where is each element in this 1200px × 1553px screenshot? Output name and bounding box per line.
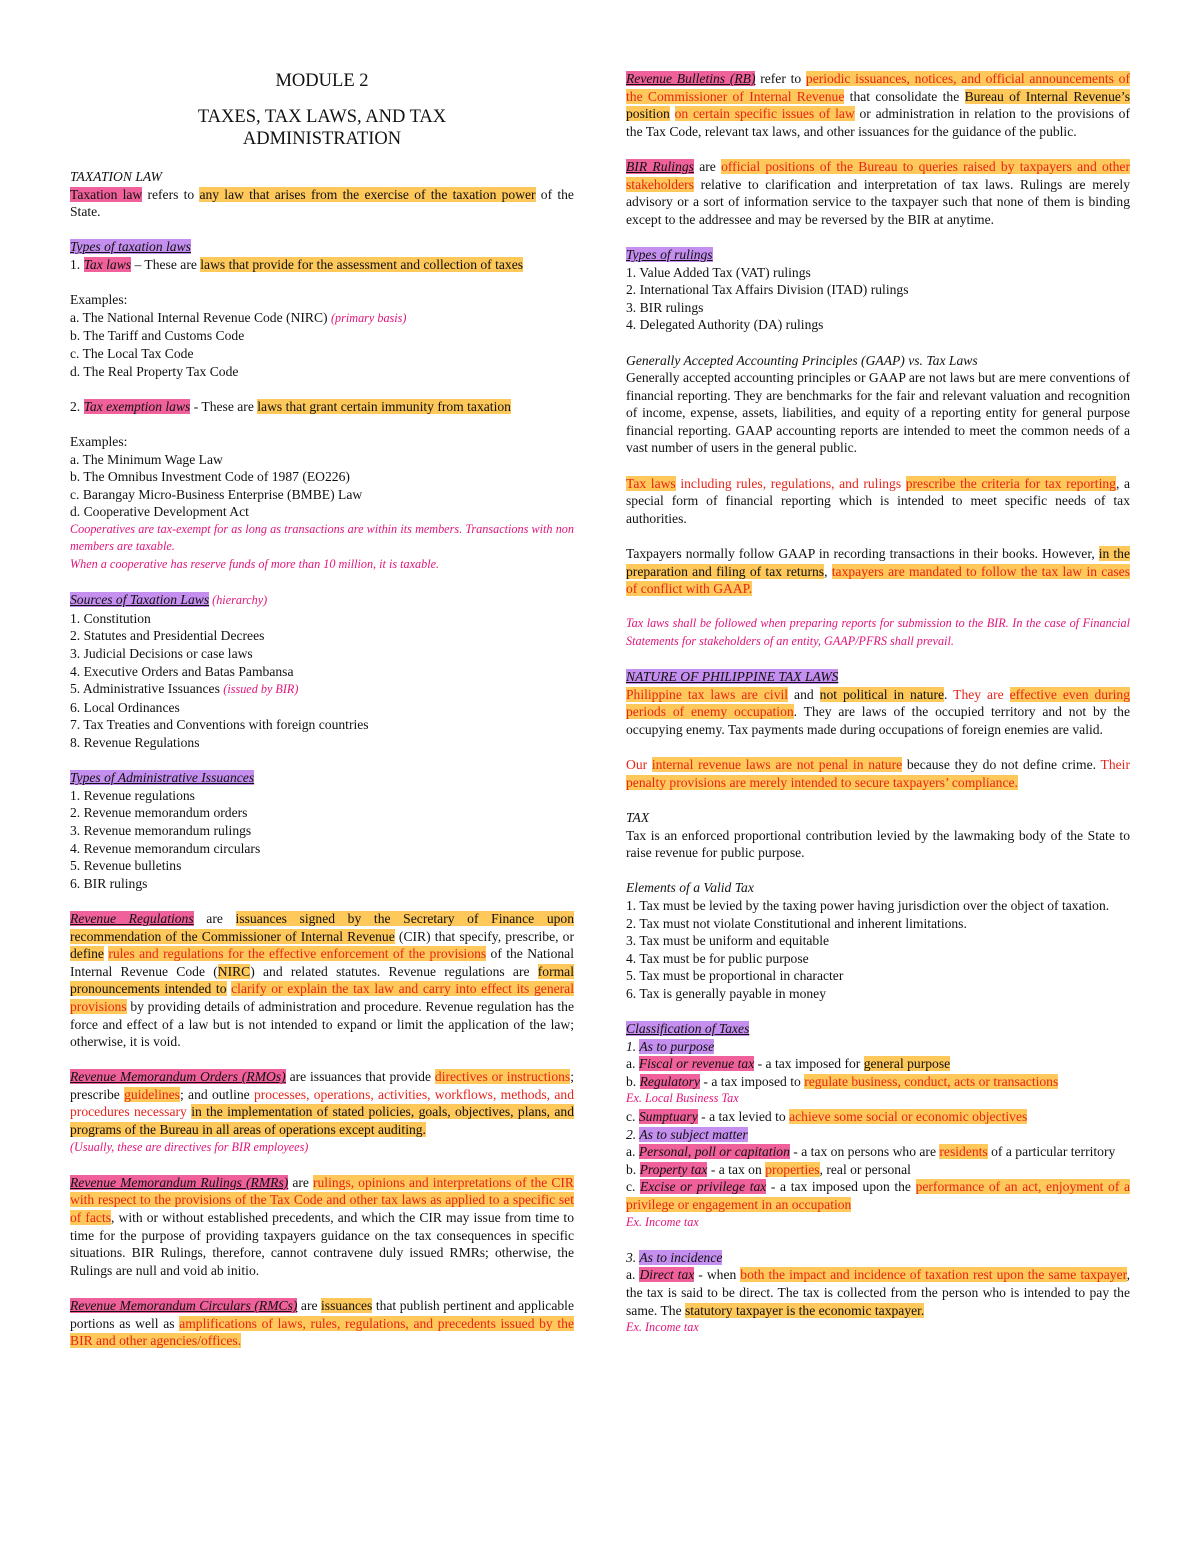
classification-note: Ex. Income tax — [626, 1214, 699, 1229]
sources-heading — [70, 591, 574, 610]
text: ; and outline — [179, 1086, 254, 1102]
text: . They are laws of the occupied territory and not by the occupying enemy. Tax payments made during occupations of foreign enemies are valid. — [626, 704, 1130, 737]
highlight: general purpose — [863, 1056, 951, 1072]
text: ) and related statutes. Revenue regulations are — [250, 963, 538, 979]
types-heading — [70, 238, 574, 256]
issuance-item: 2. Revenue memorandum orders — [70, 805, 248, 821]
ruling-item: 3. BIR rulings — [626, 299, 704, 315]
issuance-item: 4. Revenue memorandum circulars — [70, 840, 261, 856]
classification-item — [626, 1143, 1130, 1161]
heading-text: Sources of Taxation Laws — [70, 592, 210, 608]
highlight: laws that provide for the assessment and collection of taxes — [200, 256, 524, 272]
term: Fiscal or revenue tax — [638, 1056, 755, 1072]
highlight: amplifications of laws, rules, regulations, and precedents issued by the BIR and other agencies/offices. — [70, 1315, 574, 1349]
highlight: both the impact and incidence of taxation rest upon the same taxpayer — [740, 1267, 1127, 1283]
penal-paragraph — [626, 756, 1130, 791]
issuance-item: 6. BIR rulings — [70, 875, 148, 891]
highlight: rulings, opinions and interpretations of the CIR with respect to the provisions of the Tax Code and other tax laws as applied to a specific set of facts — [70, 1174, 574, 1226]
text: because they do not define crime. — [902, 757, 1101, 773]
example-item: b. The Omnibus Investment Code of 1987 (EO226) — [70, 469, 350, 485]
text: - a tax imposed to — [700, 1073, 805, 1089]
text: a. — [626, 1056, 639, 1072]
gaap-heading: Generally Accepted Accounting Principles (GAAP) vs. Tax Laws — [626, 352, 978, 368]
text: that publish pertinent and applicable portions as well as — [70, 1298, 574, 1331]
highlight: issuances signed by the Secretary of Finance upon recommendation of the Commissioner of Internal Revenue — [70, 910, 575, 944]
source-item: 8. Revenue Regulations — [70, 735, 200, 750]
examples-heading: Examples: — [70, 292, 128, 308]
element-item: 4. Tax must be for public purpose — [626, 950, 809, 966]
example-item: c. Barangay Micro-Business Enterprise (BMBE) Law — [70, 486, 363, 502]
taxation-law-heading: TAXATION LAW — [70, 169, 163, 184]
examples-heading: Examples: — [70, 433, 128, 449]
example-item: c. The Local Tax Code — [70, 345, 194, 361]
source-item: 6. Local Ordinances — [70, 699, 180, 715]
text: - a tax imposed for — [754, 1056, 864, 1072]
text: , with or without established precedents, and which the CIR may issue from time to time for the purpose of providing taxpayers guidance on the tax consequences in specific situations. BIR Rulings, therefore, cannot contravene duly issued RMRs; otherwise, the Rulings are null and void ab initio. — [70, 1210, 574, 1278]
note: (issued by BIR) — [223, 682, 299, 697]
term: Revenue Memorandum Orders (RMOs) — [70, 1069, 286, 1085]
text: – These are — [131, 256, 201, 272]
text: b. — [626, 1073, 640, 1089]
element-item: 3. Tax must be uniform and equitable — [626, 933, 830, 949]
classification-subheading — [626, 1249, 1130, 1267]
classification-item — [626, 1073, 1130, 1091]
ruling-item: 4. Delegated Authority (DA) rulings — [626, 317, 824, 333]
tax-laws-item — [70, 256, 574, 274]
text: are issuances that provide — [285, 1069, 435, 1085]
highlight: Bureau of Internal Revenue’s position — [626, 88, 1131, 122]
text: of the State. — [70, 186, 574, 220]
note: (primary basis) — [330, 310, 407, 325]
element-item: 5. Tax must be proportional in character — [626, 968, 844, 984]
right-column — [626, 70, 1130, 1337]
text: are — [693, 158, 722, 174]
highlight: penalty provisions are merely intended to secure taxpayers’ compliance. — [626, 774, 1018, 790]
text: are — [193, 910, 236, 926]
note: (hierarchy) — [209, 593, 268, 608]
heading-text: NATURE OF PHILIPPINE TAX LAWS — [626, 669, 839, 685]
red-text: They are — [953, 686, 1010, 702]
term: Property tax — [639, 1161, 708, 1177]
highlight: not political in nature — [819, 686, 945, 702]
rmo-paragraph — [70, 1068, 574, 1138]
heading-text: Types of rulings — [626, 246, 713, 262]
highlight: rules and regulations for the effective enforcement of the provisions — [108, 946, 487, 962]
term: Regulatory — [639, 1073, 700, 1089]
text: or administration in relation to the provisions of the Tax Code, relevant tax laws, and other issuances for the guidance of the public. — [626, 106, 1130, 139]
rmc-paragraph — [70, 1297, 574, 1350]
tax-heading: TAX — [626, 809, 650, 825]
text: c. — [626, 1109, 639, 1125]
highlight: issuances — [321, 1298, 373, 1313]
module-subtitle-line2: ADMINISTRATION — [242, 129, 402, 149]
example-item: d. Cooperative Development Act — [70, 504, 249, 520]
example-item: b. The Tariff and Customs Code — [70, 328, 245, 344]
red-text: Our — [626, 757, 652, 773]
element-item: 2. Tax must not violate Constitutional and inherent limitations. — [626, 915, 967, 931]
text: 5. Administrative Issuances — [70, 681, 224, 697]
example-item — [70, 309, 574, 328]
classification-note: Ex. Local Business Tax — [626, 1091, 739, 1106]
text: , — [824, 563, 832, 579]
rmo-note: (Usually, these are directives for BIR employees) — [70, 1139, 309, 1154]
cooperative-note: Cooperatives are tax-exempt for as long as transactions are within its members. Transactions with non members are taxable. — [70, 521, 574, 554]
term: BIR Rulings — [626, 158, 694, 174]
text: b. — [626, 1161, 640, 1177]
term: Revenue Bulletins (RB) — [626, 71, 756, 86]
text: - a tax on persons who are — [789, 1144, 940, 1160]
highlight: regulate business, conduct, acts or transactions — [804, 1073, 1059, 1089]
red-text: including rules, regulations, and rulings — [675, 475, 906, 491]
term: Sumptuary — [638, 1109, 698, 1125]
tax-exemption-item — [70, 398, 574, 416]
text: , a special form of financial reporting which is intended to meet specific needs of tax authorities. — [626, 475, 1130, 526]
term: Taxation law — [70, 186, 143, 202]
text: by providing details of administration and procedure. Revenue regulation has the force and effect of a law but is not intended to expand or limit the application of the law; otherwise, it is void. — [70, 998, 574, 1050]
text: are — [288, 1174, 313, 1190]
text: relative to clarification and interpretation of tax laws. Rulings are merely advisory or a sort of information service to the taxpayer such that none of them is binding except to the addressee and may be reversed by the BIR at anytime. — [626, 176, 1130, 227]
text: 2. — [626, 1126, 640, 1142]
issuance-item: 5. Revenue bulletins — [70, 858, 182, 874]
classification-item — [626, 1161, 1130, 1179]
text: Taxpayers normally follow GAAP in recording transactions in their books. However, — [626, 546, 1099, 562]
highlight: in the implementation of stated policies, goals, objectives, plans, and programs of the Bureau in all areas of operations except auditing. — [70, 1104, 575, 1138]
text: a. — [626, 1144, 639, 1160]
elements-heading: Elements of a Valid Tax — [626, 880, 754, 896]
source-item: 2. Statutes and Presidential Decrees — [70, 628, 265, 644]
highlight: NIRC — [217, 963, 251, 979]
highlight: formal pronouncements intended to — [70, 963, 574, 997]
taxation-law-definition — [70, 186, 574, 221]
highlight: taxpayers are mandated to follow the tax law in cases of conflict with GAAP. — [626, 563, 1130, 597]
classification-note: Ex. Income tax — [626, 1320, 699, 1335]
text: - a tax levied to — [697, 1109, 790, 1125]
highlight: on certain specific issues of law — [674, 106, 855, 122]
highlight: statutory taxpayer is the economic taxpayer. — [685, 1302, 925, 1318]
highlight: effective even during periods of enemy occupation — [626, 686, 1130, 720]
text: - These are — [190, 398, 258, 414]
highlight: prescribe the criteria for tax reporting — [905, 475, 1116, 491]
text: (CIR) that specify, prescribe, or — [394, 928, 574, 944]
ruling-item: 2. International Tax Affairs Division (ITAD) rulings — [626, 282, 909, 298]
highlight: official positions of the Bureau to queries raised by taxpayers and other stakeholders — [626, 158, 1130, 192]
highlight: clarify or explain the tax law and carry into effect its general provisions — [70, 981, 574, 1014]
term: Excise or privilege tax — [640, 1179, 767, 1195]
left-column — [70, 70, 574, 1350]
revenue-regulations-paragraph — [70, 910, 574, 1051]
highlight: periodic issuances, notices, and official announcements of the Commissioner of Internal Revenue — [626, 71, 1130, 104]
highlight: internal revenue laws are not penal in nature — [651, 757, 903, 773]
highlight: performance of an act, enjoyment of a privilege or engagement in an occupation — [626, 1179, 1130, 1212]
red-text: processes, operations, activities, workflows, methods, and procedures necessary — [70, 1086, 574, 1120]
classification-item — [626, 1108, 1130, 1126]
nature-paragraph — [626, 686, 1130, 739]
source-item: 3. Judicial Decisions or case laws — [70, 646, 253, 662]
term: Revenue Memorandum Rulings (RMRs) — [70, 1174, 289, 1190]
text: - a tax imposed upon the — [766, 1179, 916, 1195]
highlight: any law that arises from the exercise of the taxation power — [199, 186, 536, 202]
issuance-item: 1. Revenue regulations — [70, 787, 195, 803]
heading-text: As to incidence — [639, 1249, 723, 1265]
term: Revenue Memorandum Circulars (RMCs) — [70, 1298, 298, 1313]
term: Tax laws — [83, 256, 132, 272]
text: and — [788, 686, 820, 702]
text — [670, 106, 675, 121]
cooperative-note: When a cooperative has reserve funds of more than 10 million, it is taxable. — [70, 557, 440, 572]
text: 2. — [70, 398, 84, 414]
gaap-note: Tax laws shall be followed when preparing reports for submission to the BIR. In the case of Financial Statements for stakeholders of an entity, GAAP/PFRS shall prevail. — [626, 616, 1130, 648]
classification-heading — [626, 1020, 1130, 1038]
nature-heading — [626, 668, 1130, 686]
ruling-item: 1. Value Added Tax (VAT) rulings — [626, 264, 811, 280]
text: of the National Internal Revenue Code ( — [70, 946, 574, 979]
text: 3. — [626, 1249, 640, 1265]
heading-text: As to purpose — [639, 1038, 715, 1054]
module-subtitle-line1: TAXES, TAX LAWS, AND TAX — [197, 107, 447, 127]
source-item: 4. Executive Orders and Batas Pambansa — [70, 663, 294, 679]
rmr-paragraph — [70, 1174, 574, 1280]
red-text: Their — [1100, 757, 1130, 773]
classification-subheading — [626, 1126, 1130, 1144]
example-item: d. The Real Property Tax Code — [70, 363, 239, 379]
text: a. The National Internal Revenue Code (NIRC) — [70, 309, 331, 325]
highlight: achieve some social or economic objectives — [789, 1109, 1028, 1125]
revenue-bulletins-paragraph — [626, 70, 1130, 140]
heading-text: Types of Administrative Issuances — [70, 770, 255, 786]
heading-text: Types of taxation laws — [70, 239, 191, 255]
classification-item — [626, 1178, 1130, 1213]
issuance-item: 3. Revenue memorandum rulings — [70, 822, 252, 838]
text: . — [944, 686, 954, 702]
source-item: 7. Tax Treaties and Conventions with foreign countries — [70, 717, 369, 733]
highlight: properties — [765, 1161, 820, 1177]
text: 1. — [70, 256, 84, 272]
text: a. — [626, 1267, 640, 1283]
text: c. — [626, 1179, 641, 1195]
heading-text: As to subject matter — [639, 1126, 748, 1142]
highlight: define — [70, 946, 104, 962]
highlight: directives or instructions — [434, 1069, 571, 1085]
classification-item — [626, 1055, 1130, 1073]
text: of a particular territory — [987, 1144, 1116, 1160]
text: , the tax is said to be direct. The tax is collected from the person who is intended to pay the same. The — [626, 1267, 1130, 1318]
types-of-rulings-heading — [626, 246, 1130, 264]
text: - when — [694, 1267, 741, 1283]
term: Personal, poll or capitation — [638, 1144, 790, 1160]
highlight: Tax laws — [626, 475, 676, 491]
highlight: in the preparation and filing of tax returns — [626, 546, 1130, 579]
text: that consolidate the — [844, 88, 965, 104]
highlight: laws that grant certain immunity from taxation — [257, 398, 511, 414]
bir-rulings-paragraph — [626, 158, 1130, 228]
classification-subheading — [626, 1038, 1130, 1056]
text: refers to — [142, 186, 200, 202]
classification-item — [626, 1266, 1130, 1319]
tax-laws-paragraph — [626, 475, 1130, 528]
admin-issuances-heading — [70, 769, 574, 787]
text: refer to — [755, 71, 806, 86]
text: - a tax on — [707, 1161, 766, 1177]
text: 1. — [626, 1038, 640, 1054]
taxpayers-paragraph — [626, 545, 1130, 598]
text: are — [297, 1298, 321, 1313]
module-title: MODULE 2 — [275, 71, 369, 91]
text: , real or personal — [819, 1161, 911, 1177]
source-item: 1. Constitution — [70, 610, 151, 626]
text: ; prescribe — [70, 1069, 575, 1102]
element-item: 6. Tax is generally payable in money — [626, 985, 827, 1001]
highlight: guidelines — [124, 1086, 180, 1102]
term: Revenue Regulations — [70, 910, 194, 926]
term: Direct tax — [639, 1267, 695, 1283]
gaap-paragraph: Generally accepted accounting principles or GAAP are not laws but are mere conventions of financial reporting. They are benchmarks for the fair and relevant valuation and recognition of income, expense, assets, liabilities, and equity of a reporting entity for general purpose financial reporting. GAAP accounting reports are intended to meet the common needs of a vast number of users in the general public. — [626, 370, 1130, 456]
heading-text: Classification of Taxes — [626, 1021, 750, 1037]
highlight: Philippine tax laws are civil — [626, 686, 789, 702]
example-item: a. The Minimum Wage Law — [70, 451, 223, 467]
highlight: residents — [939, 1144, 988, 1160]
element-item: 1. Tax must be levied by the taxing power having jurisdiction over the object of taxation. — [626, 897, 1110, 913]
source-item — [70, 680, 574, 699]
tax-definition: Tax is an enforced proportional contribution levied by the lawmaking body of the State to raise revenue for public purpose. — [626, 827, 1130, 861]
term: Tax exemption laws — [83, 398, 191, 414]
